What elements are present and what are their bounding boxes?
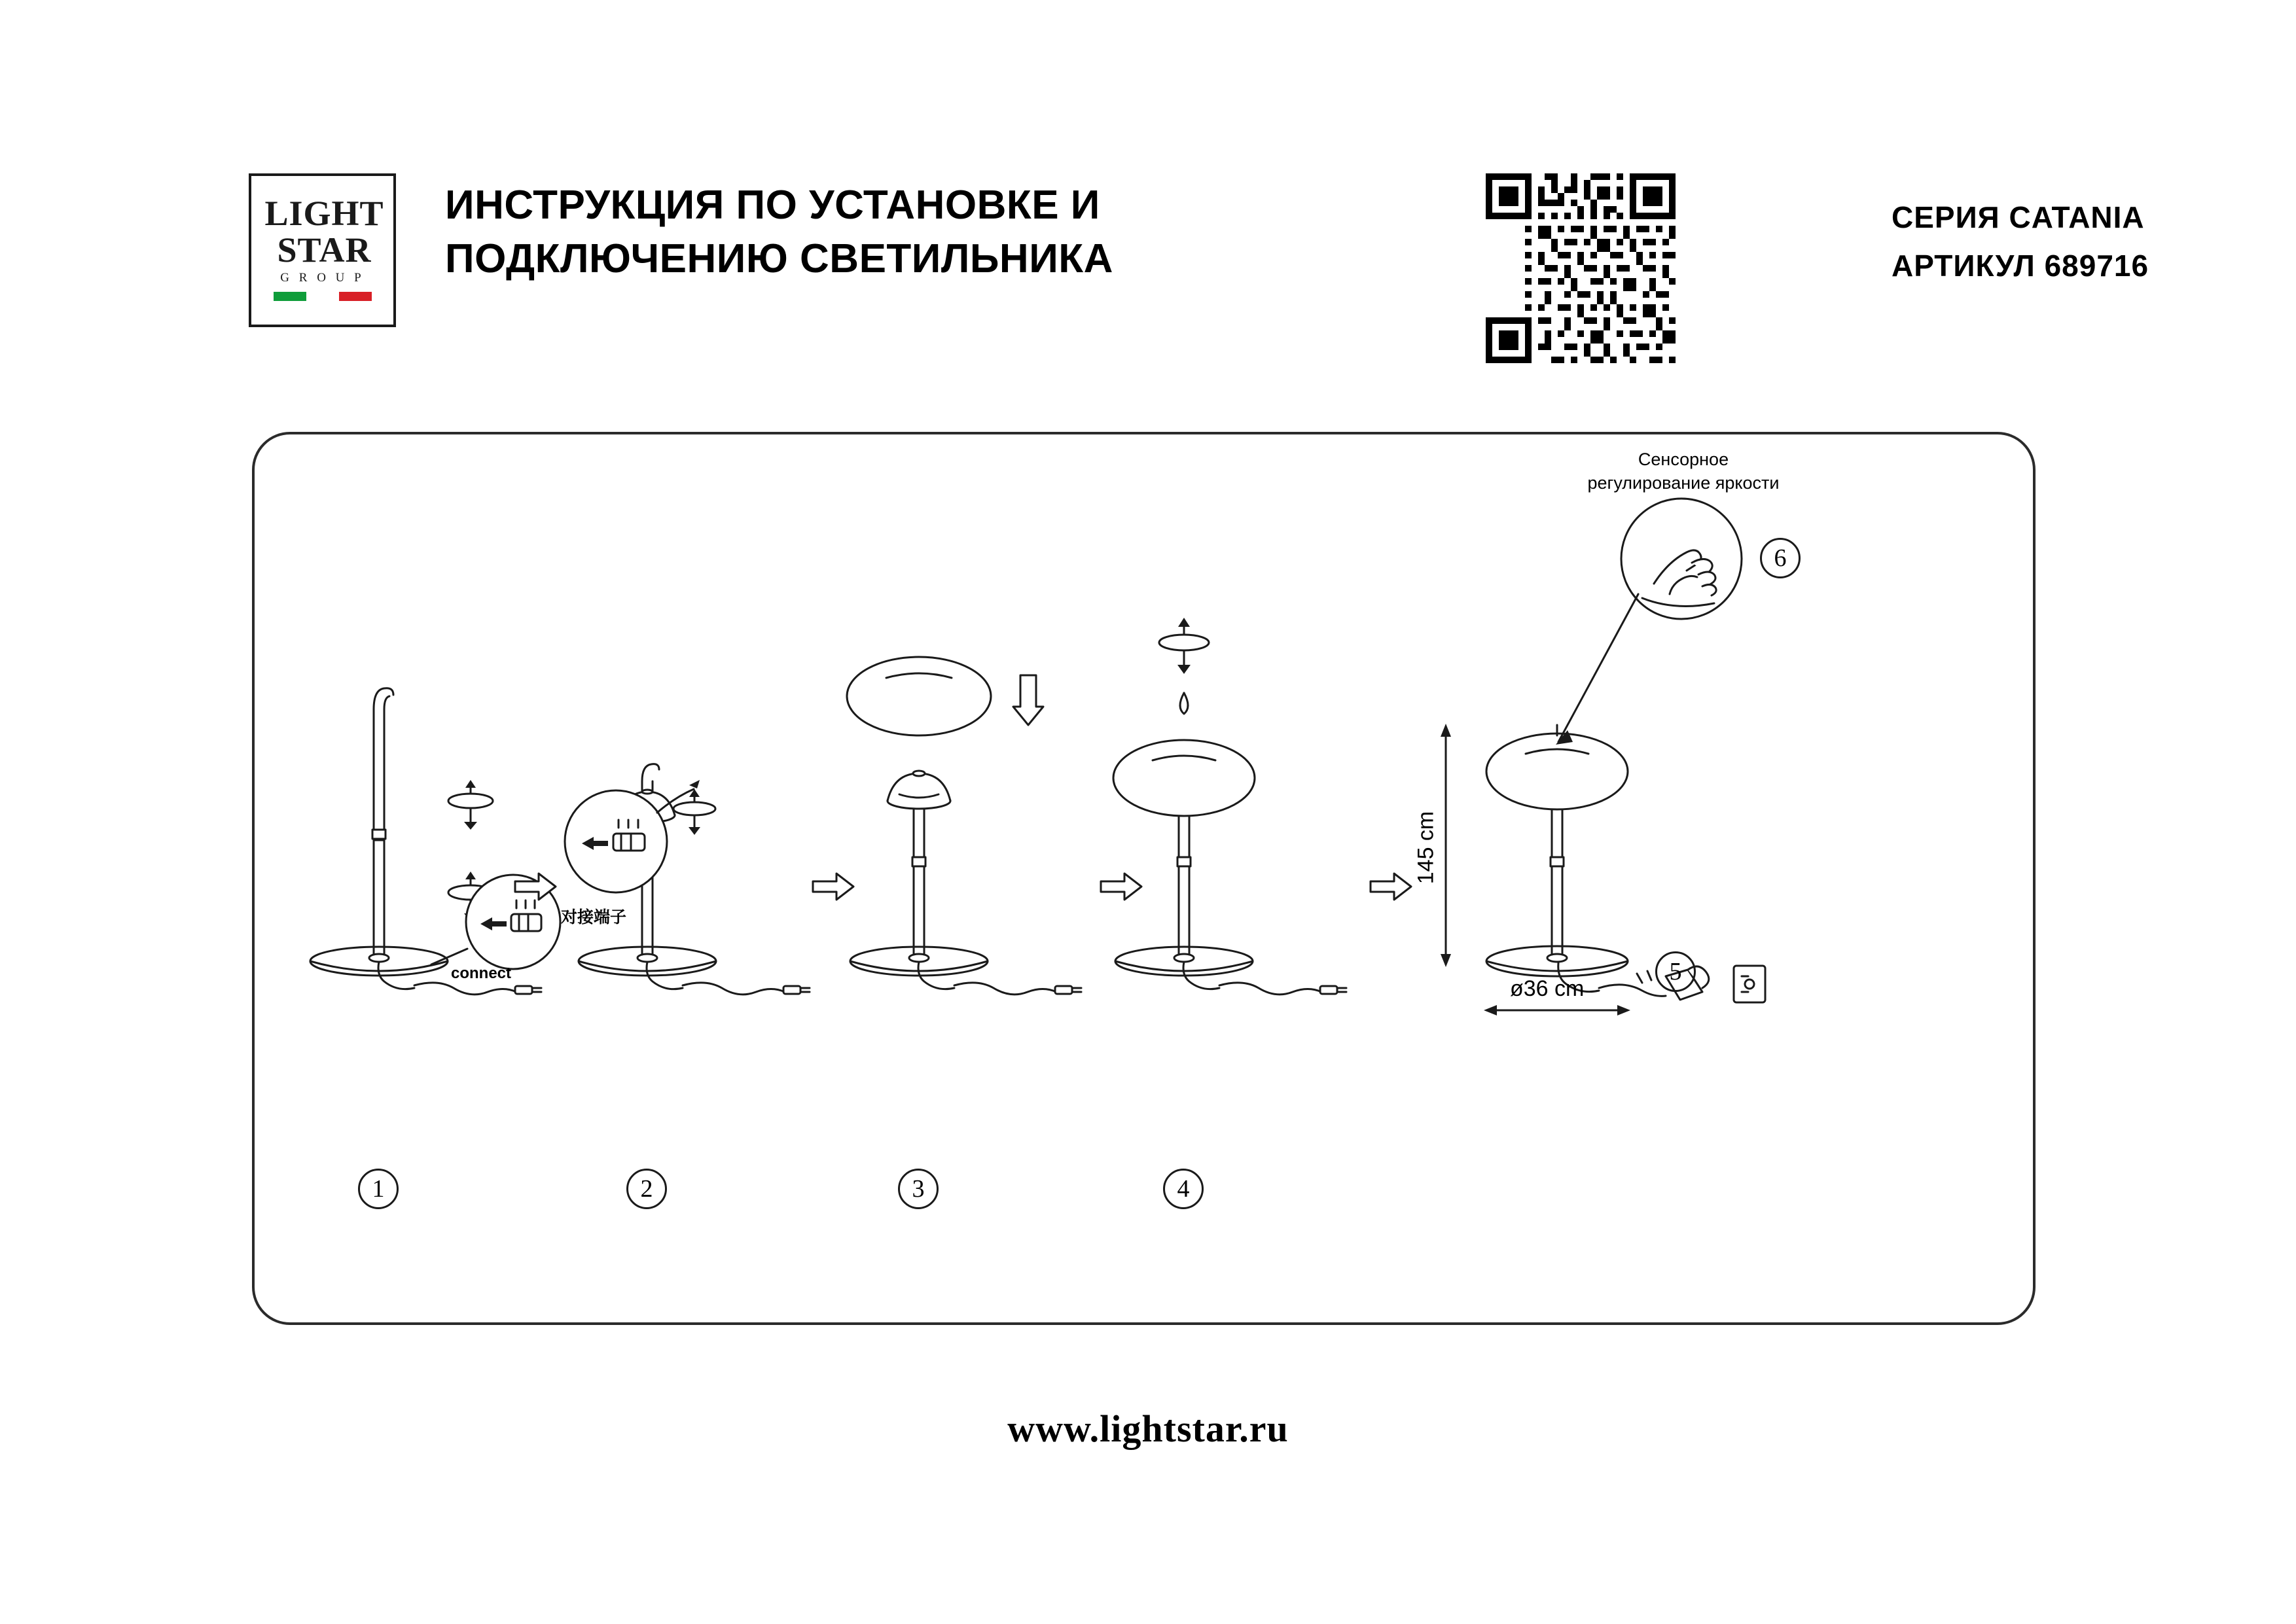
height-dimension [1441, 724, 1451, 967]
diameter-label: ø36 cm [1510, 976, 1585, 1001]
instruction-panel [252, 432, 2036, 1325]
step-number-5: 5 [1655, 951, 1696, 992]
header [249, 167, 2149, 337]
wall-socket-icon [1734, 966, 1765, 1002]
logo-subtitle: G R O U P [280, 270, 365, 285]
connect-label: connect [451, 964, 512, 982]
terminal-note-label: 对接端子 [561, 908, 627, 927]
step4-rotate-arrow [1159, 618, 1209, 674]
step1-rotate-arrow-upper [448, 780, 493, 830]
step-number-4: 4 [1163, 1169, 1204, 1209]
step2-terminal-callout [565, 780, 700, 892]
step-number-2: 2 [626, 1169, 667, 1209]
italian-flag-icon [274, 292, 372, 301]
step3-small-shade [888, 771, 950, 809]
flow-arrow-4-5 [1371, 874, 1411, 900]
flow-arrow-3-4 [1101, 874, 1141, 900]
touch-dimming-line-1: Сенсорное [1638, 450, 1729, 469]
page-title-line-2: ПОДКЛЮЧЕНИЮ СВЕТИЛЬНИКА [445, 236, 1113, 281]
series-label: СЕРИЯ CATANIA [1892, 200, 2145, 234]
step3-diffuser [847, 657, 991, 735]
qr-code-icon [1486, 173, 1676, 363]
height-label: 145 cm [1413, 811, 1439, 885]
footer-website[interactable]: www.lightstar.ru [1007, 1407, 1289, 1450]
page-title [445, 179, 1244, 286]
product-meta [1892, 193, 2296, 290]
brand-logo [249, 173, 396, 327]
flow-arrow-2-3 [813, 874, 853, 900]
touch-dimming-line-2: регулирование яркости [1587, 473, 1780, 493]
step-number-3: 3 [898, 1169, 939, 1209]
step3-down-arrow [1013, 675, 1043, 725]
page-title-line-1: ИНСТРУКЦИЯ ПО УСТАНОВКЕ И [445, 183, 1100, 228]
touch-dimming-label [1575, 448, 1791, 495]
step4-finial [1180, 693, 1188, 714]
step5-illustration [1486, 725, 1765, 1002]
step-number-1: 1 [358, 1169, 399, 1209]
step3-illustration [847, 657, 1081, 995]
step4-illustration [1113, 693, 1346, 995]
step-number-6: 6 [1760, 538, 1801, 578]
logo-line-2: STAR [277, 230, 372, 270]
step4-assembled-shade [1113, 740, 1255, 816]
step6-touch-callout [1556, 499, 1742, 745]
diameter-dimension [1484, 1005, 1630, 1015]
article-label: АРТИКУЛ 689716 [1892, 249, 2149, 283]
logo-line-1: LIGHT [264, 193, 384, 233]
